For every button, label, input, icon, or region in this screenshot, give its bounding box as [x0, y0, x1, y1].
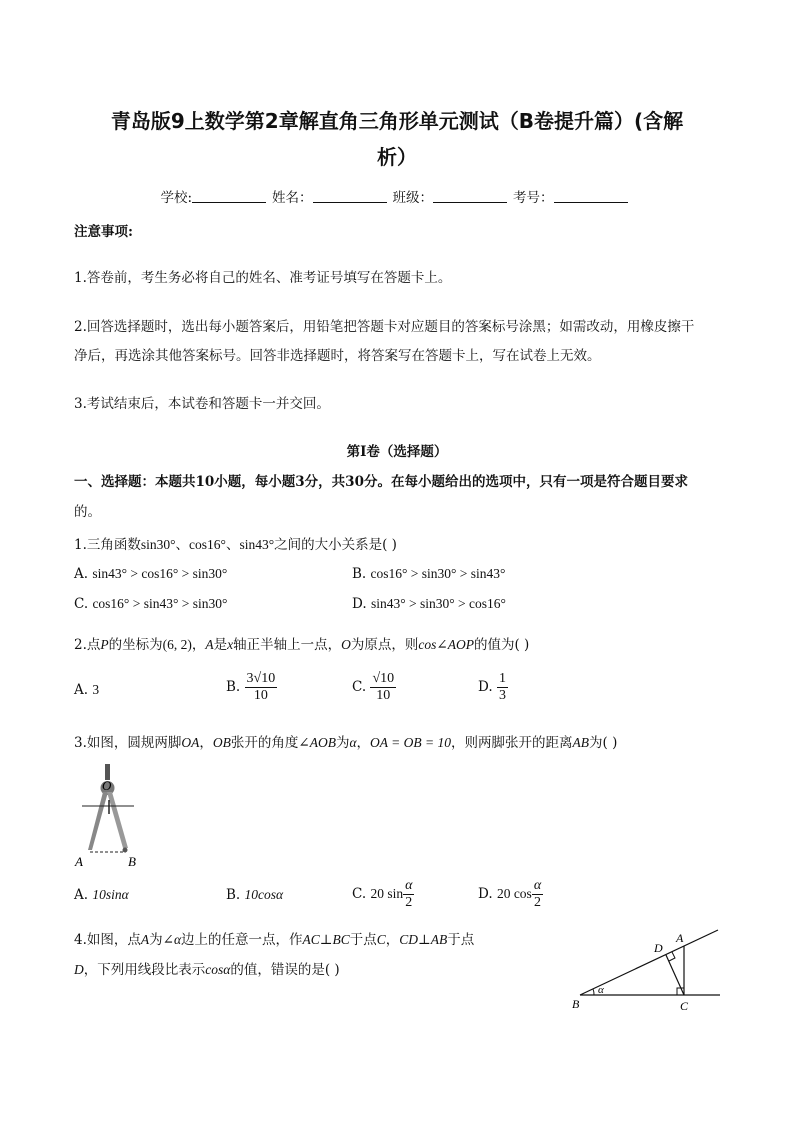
notice-title: 注意事项: — [74, 224, 133, 240]
triangle-figure — [566, 922, 726, 1014]
q1-a-text: sin43° > cos16° > sin30° — [92, 566, 228, 581]
q3-option-c[interactable] — [352, 878, 414, 911]
q3-c-label: C. — [352, 886, 367, 902]
q3-c1: ， — [199, 735, 213, 751]
q4-A: A — [140, 932, 150, 947]
q1-option-d[interactable] — [352, 596, 506, 612]
q4-p3: 边上的任意一点，作 — [181, 932, 303, 948]
school-label: 学校: — [160, 190, 193, 206]
angle-alpha-arc — [593, 989, 594, 995]
compass-figure — [72, 760, 152, 872]
q3-c-frac — [403, 878, 414, 911]
q3-option-b[interactable] — [226, 887, 283, 903]
q1-option-a[interactable] — [74, 566, 227, 582]
q1-prefix: 1.三角函数 — [74, 537, 141, 553]
q3-a-label: A. — [74, 887, 89, 903]
q2-p6: 为原点，则 — [350, 637, 419, 653]
q4-p2: 为∠ — [149, 932, 174, 948]
q2-option-d[interactable] — [478, 671, 508, 704]
q3-c-num: α — [405, 878, 413, 893]
q3-d-pre: 20 cos — [496, 886, 532, 901]
compass-leg-a — [88, 792, 108, 850]
q3-d-frac — [532, 878, 543, 911]
q2-option-a[interactable] — [74, 682, 99, 698]
q1-b-label: B. — [352, 566, 367, 582]
q2-A: A — [205, 637, 214, 652]
q3-d-label: D. — [478, 886, 493, 902]
q4-cd: CD⊥AB — [399, 932, 448, 947]
q1-b-text: cos16° > sin30° > sin43° — [370, 566, 506, 581]
q3-p3: 为 — [335, 735, 350, 751]
q3-b-text: 10cosα — [244, 887, 284, 902]
q2-O: O — [341, 637, 351, 652]
q1-stem — [74, 533, 397, 553]
q3-stem — [74, 731, 617, 751]
name-blank — [313, 190, 387, 203]
q1-c-text: cos16° > sin43° > sin30° — [92, 596, 228, 611]
q3-OB: OB — [212, 735, 231, 750]
compass-label-a: A — [75, 854, 83, 869]
q2-p1: 2.点 — [74, 637, 101, 653]
q2-x: x — [227, 637, 234, 652]
q4-C: C — [376, 932, 386, 947]
section-desc-cont: 的。 — [74, 504, 101, 520]
q3-c2: ， — [356, 735, 371, 751]
q2-d-den: 3 — [498, 688, 506, 703]
q2-d-frac — [497, 671, 508, 704]
notice-1: 1.答卷前，考生务必将自己的姓名、准考证号填写在答题卡上。 — [74, 270, 452, 286]
q3-d-num: α — [533, 878, 542, 893]
notice-2a: 2.回答选择题时，选出每小题答案后，用铅笔把答题卡对应题目的答案标号涂黑；如需改动，用橡皮擦干 — [74, 319, 695, 335]
q4-p8: 的值，错误的是( ) — [230, 962, 340, 978]
q4-p5: ， — [385, 932, 400, 948]
q2-stem — [74, 633, 529, 653]
section-desc-text: 一、选择题：本题共10小题，每小题3分，共30分。在每小题给出的选项中，只有一项是符合题目要求 — [74, 474, 688, 490]
q3-alpha: α — [349, 735, 357, 750]
q2-c-num: √10 — [372, 671, 395, 686]
number-label: 考号： — [513, 190, 554, 206]
tri-label-alpha: α — [598, 984, 604, 996]
name-label: 姓名： — [272, 190, 313, 206]
q2-b-num: 3√10 — [246, 671, 276, 686]
q2-b-den: 10 — [253, 688, 268, 703]
section-desc — [74, 470, 688, 490]
q2-option-b[interactable] — [226, 671, 277, 704]
q2-option-c[interactable] — [352, 671, 396, 704]
q4-stem-line1 — [74, 928, 474, 948]
q2-p2: 的坐标为 — [108, 637, 163, 653]
q1-c-label: C. — [74, 596, 89, 612]
class-label: 班级： — [392, 190, 434, 206]
notice-2b: 净后，再选涂其他答案标号。回答非选择题时，将答案写在答题卡上，写在试卷上无效。 — [74, 348, 601, 364]
q2-b-frac — [245, 671, 278, 704]
q3-angle: ∠AOB — [298, 735, 336, 750]
q2-P: P — [100, 637, 109, 652]
q4-stem-line2 — [74, 958, 340, 978]
q2-a-label: A. — [74, 682, 89, 698]
q1-sep1: 、 — [175, 537, 190, 553]
q4-ac: AC⊥BC — [302, 932, 350, 947]
compass-label-b: B — [128, 854, 136, 869]
tri-label-d: D — [654, 941, 663, 955]
q4-p7: ，下列用线段比表示 — [83, 962, 206, 978]
tri-label-a: A — [676, 931, 684, 945]
tri-label-b: B — [572, 997, 580, 1011]
q4-D: D — [74, 962, 84, 977]
q3-eq: OA = OB = 10 — [370, 735, 452, 750]
q3-OA: OA — [181, 735, 200, 750]
right-angle-d — [669, 952, 675, 961]
q1-f2: cos16° — [189, 537, 226, 552]
q3-p5: 为( ) — [589, 735, 618, 751]
q1-f1: sin30° — [140, 537, 176, 552]
class-blank — [433, 190, 507, 203]
q3-p4: ，则两脚张开的距离 — [451, 735, 573, 751]
q3-b-label: B. — [226, 887, 241, 903]
line-cd — [666, 955, 684, 995]
q3-c-pre: 20 sin — [370, 886, 404, 901]
q3-p1: 3.如图，圆规两脚 — [74, 735, 182, 751]
q1-d-text: sin43° > sin30° > cos16° — [370, 596, 506, 611]
number-blank — [554, 190, 628, 203]
q4-cos: cosα — [205, 962, 231, 977]
q2-d-num: 1 — [498, 671, 506, 686]
q2-p4: 是 — [213, 637, 228, 653]
q2-a-text: 3 — [92, 682, 100, 697]
q2-c-den: 10 — [376, 688, 391, 703]
q2-p7: 的值为( ) — [473, 637, 530, 653]
page-title-cont: 析） — [377, 145, 417, 169]
q3-c-den: 2 — [405, 895, 413, 910]
q1-suffix: 之间的大小关系是( ) — [274, 537, 397, 553]
q3-option-d[interactable] — [478, 878, 543, 911]
q2-b-label: B. — [226, 679, 241, 695]
q2-p5: 轴正半轴上一点， — [233, 637, 342, 653]
q4-p4: 于点 — [349, 932, 377, 948]
q3-p2: 张开的角度 — [230, 735, 299, 751]
page-title: 青岛版9上数学第2章解直角三角形单元测试（B卷提升篇）(含解 — [110, 109, 684, 133]
section-title: 第I卷（选择题） — [346, 444, 448, 460]
school-blank — [192, 190, 266, 203]
q2-d-label: D. — [478, 679, 493, 695]
tri-label-c: C — [680, 999, 689, 1013]
q2-c-label: C. — [352, 679, 367, 695]
q1-a-label: A. — [74, 566, 89, 582]
compass-label-o: O — [102, 778, 112, 793]
q2-coord: (6, 2) — [162, 637, 192, 652]
compass-leg-b — [107, 792, 128, 848]
compass-pencil-tip — [123, 848, 128, 853]
q3-a-text: 10sinα — [92, 887, 129, 902]
q2-cos: cos∠AOP — [418, 637, 474, 652]
q1-f3: sin43° — [239, 537, 275, 552]
q3-d-den: 2 — [533, 895, 541, 910]
q1-option-b[interactable] — [352, 566, 505, 582]
notice-3: 3.考试结束后，本试卷和答题卡一并交回。 — [74, 396, 330, 412]
q4-p6: 于点 — [447, 932, 475, 948]
q2-p3: ， — [191, 637, 206, 653]
q1-sep2: 、 — [225, 537, 240, 553]
student-info — [0, 186, 794, 206]
q3-AB: AB — [572, 735, 590, 750]
q1-option-c[interactable] — [74, 596, 227, 612]
q4-alpha: α — [173, 932, 182, 947]
q1-d-label: D. — [352, 596, 367, 612]
q4-p1: 4.如图，点 — [74, 932, 141, 948]
q2-c-frac — [370, 671, 396, 704]
q3-option-a[interactable] — [74, 887, 129, 903]
